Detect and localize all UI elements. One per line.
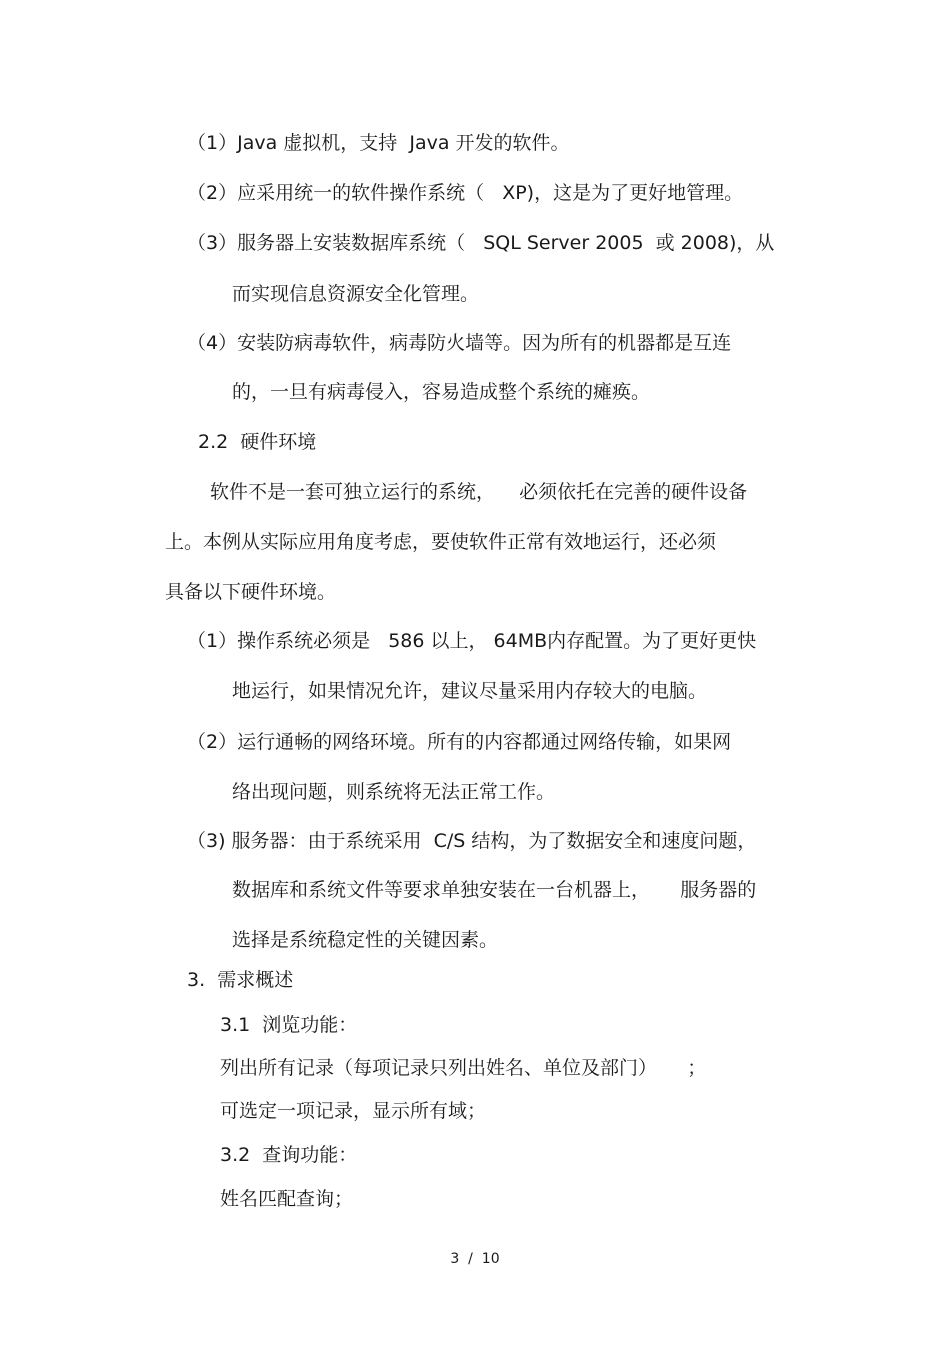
hardware-item-3-continuation-2: 选择是系统稳定性的关键因素。 [232, 929, 499, 951]
list-item-4: （4）安装防病毒软件，病毒防火墙等。因为所有的机器都是互连 [187, 332, 732, 354]
section-heading-2-2: 2.2 硬件环境 [198, 431, 317, 453]
paragraph-line-1: 软件不是一套可独立运行的系统， 必须依托在完善的硬件设备 [210, 481, 748, 503]
paragraph-line-2: 上。本例从实际应用角度考虑，要使软件正常有效地运行，还必须 [165, 531, 717, 553]
page-number: 3 / 10 [450, 1251, 500, 1267]
browse-feature-line-1: 列出所有记录（每项记录只列出姓名、单位及部门） ； [220, 1057, 707, 1079]
hardware-item-3: （3) 服务器：由于系统采用 C/S 结构，为了数据安全和速度问题， [187, 830, 757, 852]
list-item-1: （1）Java 虚拟机，支持 Java 开发的软件。 [187, 132, 570, 154]
section-heading-3: 3. 需求概述 [187, 969, 294, 991]
list-item-3-continuation: 而实现信息资源安全化管理。 [232, 283, 480, 305]
section-heading-3-2: 3.2 查询功能： [220, 1144, 358, 1166]
browse-feature-line-2: 可选定一项记录，显示所有域； [220, 1100, 487, 1122]
list-item-4-continuation: 的，一旦有病毒侵入，容易造成整个系统的瘫痪。 [232, 381, 651, 403]
hardware-item-2-continuation: 络出现问题，则系统将无法正常工作。 [232, 781, 556, 803]
list-item-3: （3）服务器上安装数据库系统（ SQL Server 2005 或 2008)，从 [187, 232, 775, 254]
paragraph-line-3: 具备以下硬件环境。 [165, 581, 337, 603]
query-feature-line-1: 姓名匹配查询； [220, 1188, 354, 1210]
hardware-item-1: （1）操作系统必须是 586 以上， 64MB内存配置。为了更好更快 [187, 630, 757, 652]
hardware-item-3-continuation-1: 数据库和系统文件等要求单独安装在一台机器上， 服务器的 [232, 879, 757, 901]
hardware-item-1-continuation: 地运行，如果情况允许，建议尽量采用内存较大的电脑。 [232, 680, 708, 702]
section-heading-3-1: 3.1 浏览功能： [220, 1014, 358, 1036]
hardware-item-2: （2）运行通畅的网络环境。所有的内容都通过网络传输，如果网 [187, 731, 732, 753]
list-item-2: （2）应采用统一的软件操作系统（ XP)，这是为了更好地管理。 [187, 182, 744, 204]
